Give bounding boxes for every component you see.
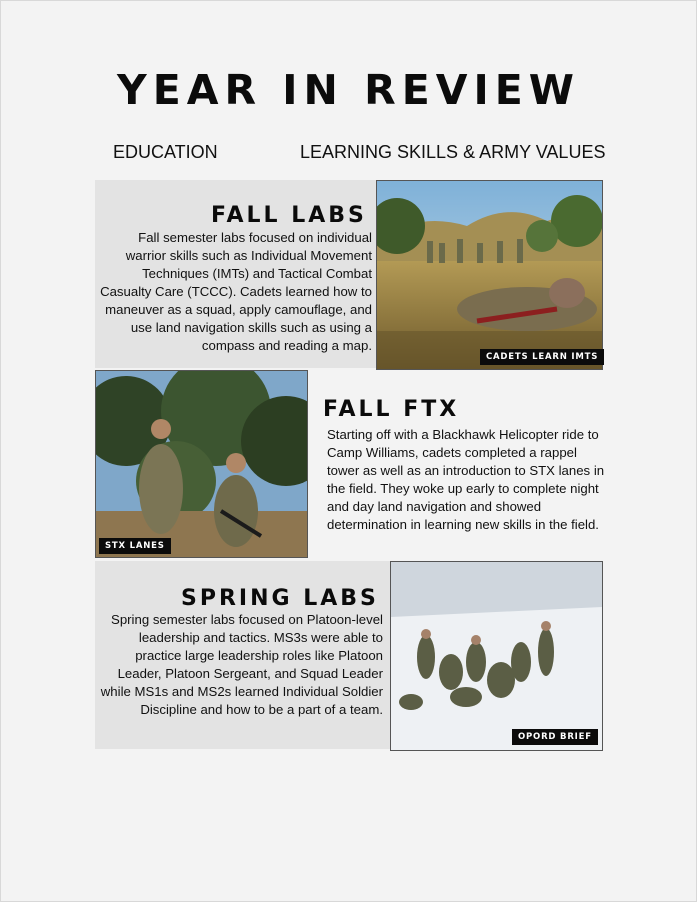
fall-ftx-photo bbox=[95, 370, 308, 558]
fall-ftx-text: Starting off with a Blackhawk Helicopter ride to Camp Williams, cadets completed a rappel tower as well as an introduction to STX lanes in the field. They woke up early to complete night and day land navigation and showed determination in learning new skills in the field. bbox=[327, 427, 605, 532]
fall-ftx-heading: FALL FTX bbox=[323, 397, 460, 422]
subtitle-learning-skills: LEARNING SKILLS & ARMY VALUES bbox=[300, 142, 606, 162]
fall-ftx-caption: STX LANES bbox=[99, 538, 171, 554]
spring-labs-photo bbox=[390, 561, 603, 751]
spring-labs-caption: OPORD BRIEF bbox=[512, 729, 598, 745]
page-title: YEAR IN REVIEW bbox=[117, 66, 580, 114]
subtitle-education: EDUCATION bbox=[113, 142, 218, 162]
spring-labs-heading: SPRING LABS bbox=[181, 586, 379, 611]
fall-labs-text: Fall semester labs focused on individual warrior skills such as Individual Movement Techniques (IMTs) and Tactical Combat Casualty Care (TCCC). Cadets learned how to maneuver as a squad, apply camouflage, and use land navigation skills such as using a compass and reading a map. bbox=[100, 230, 372, 353]
fall-labs-caption: CADETS LEARN IMTS bbox=[480, 349, 604, 365]
spring-labs-text: Spring semester labs focused on Platoon-level leadership and tactics. MS3s were able to practice large leadership roles like Platoon Leader, Platoon Sergeant, and Squad Leader while MS1s and MS2s learned Individual Soldier Discipline and how to be a part of a team. bbox=[100, 612, 383, 717]
fall-labs-heading: FALL LABS bbox=[211, 203, 367, 228]
fall-labs-photo bbox=[376, 180, 603, 370]
